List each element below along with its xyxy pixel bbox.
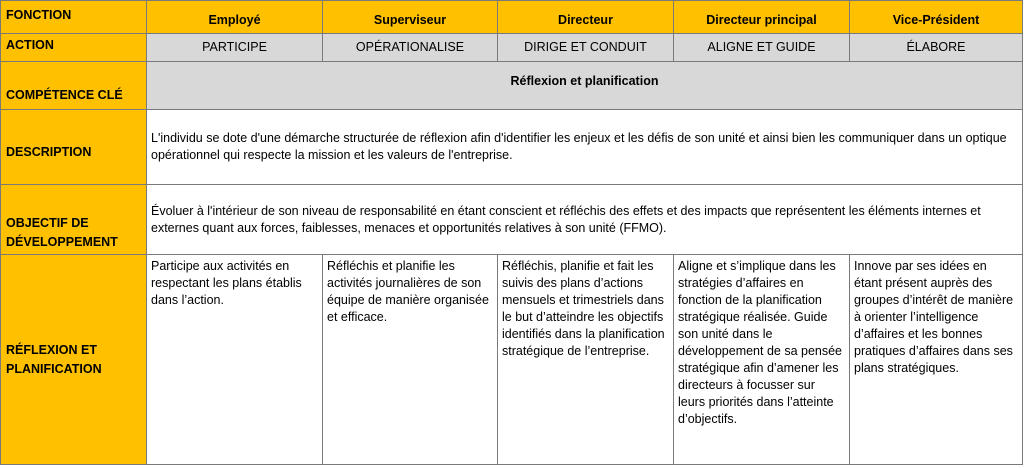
behaviour-employe: Participe aux activités en respectant les plans établis dans l’action. [147, 255, 323, 465]
role-directeur-principal: Directeur principal [674, 1, 850, 34]
fonction-label: FONCTION [1, 1, 147, 34]
role-employe: Employé [147, 1, 323, 34]
objectif-label: OBJECTIF DE DÉVELOPPEMENT [1, 185, 147, 255]
competence-row [1, 62, 1023, 110]
action-elabore: ÉLABORE [850, 34, 1023, 62]
role-superviseur: Superviseur [323, 1, 498, 34]
behaviour-directeur: Réfléchis, planifie et fait les suivis des plans d’actions mensuels et trimestriels dans le but d’atteindre les objectifs identifiés dans la planification stratégique de l’entreprise. [498, 255, 674, 465]
behaviour-vice-president: Innove par ses idées en étant présent auprès des groupes d’intérêt de manière à orienter l’intelligence d’affaires et les bonnes pratiques d’affaires dans ses plans stratégiques. [850, 255, 1023, 465]
description-text: L'individu se dote d'une démarche structurée de réflexion afin d'identifier les enjeux et les défis de son unité et ainsi bien les communiquer dans un optique opérationnel qui respecte la mission et les valeurs de l'entreprise. [147, 110, 1023, 185]
objectif-row [1, 185, 1023, 255]
behaviour-directeur-principal: Aligne et s’implique dans les stratégies d’affaires en fonction de la planification stratégique réalisée. Guide son unité dans le développement de sa pensée stratégique afin d’amener les directeurs à focusser sur leurs priorités dans l’atteinte d’objectifs. [674, 255, 850, 465]
description-label: DESCRIPTION [1, 110, 147, 185]
reflexion-label: RÉFLEXION ET PLANIFICATION [1, 255, 147, 465]
action-row [1, 34, 1023, 62]
objectif-text: Évoluer à l'intérieur de son niveau de responsabilité en étant conscient et réfléchis des effets et des impacts que représentent les éléments internes et externes quant aux forces, faiblesses, menaces et opportunités relatives à son unité (FFMO). [147, 185, 1023, 255]
role-vice-president: Vice-Président [850, 1, 1023, 34]
action-participe: PARTICIPE [147, 34, 323, 62]
reflexion-row [1, 255, 1023, 465]
action-label: ACTION [1, 34, 147, 62]
fonction-row [1, 1, 1023, 34]
action-aligne: ALIGNE ET GUIDE [674, 34, 850, 62]
action-dirige: DIRIGE ET CONDUIT [498, 34, 674, 62]
role-directeur: Directeur [498, 1, 674, 34]
behaviour-superviseur: Réfléchis et planifie les activités journalières de son équipe de manière organisée et efficace. [323, 255, 498, 465]
competence-title: Réflexion et planification [147, 62, 1023, 110]
action-operationalise: OPÉRATIONALISE [323, 34, 498, 62]
description-row [1, 110, 1023, 185]
competence-label: COMPÉTENCE CLÉ [1, 62, 147, 110]
